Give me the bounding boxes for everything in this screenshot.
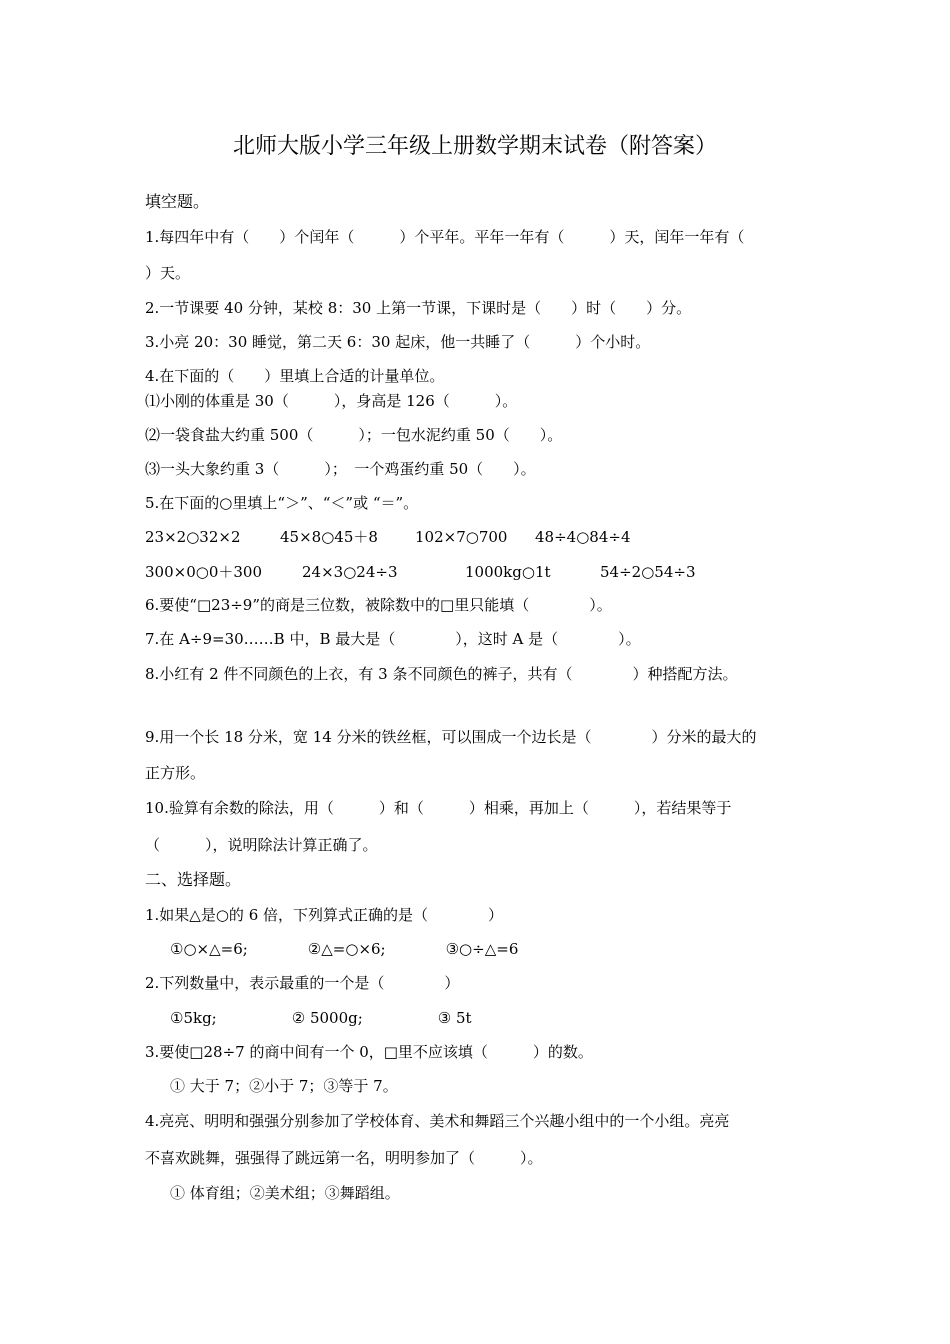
question-5: 5.在下面的○里填上“＞”、“＜”或 “＝”。 xyxy=(145,494,419,512)
choice-question-2: 2.下列数量中，表示最重的一个是（ ） xyxy=(145,974,460,992)
question-10-line-2: （ ），说明除法计算正确了。 xyxy=(145,836,378,854)
comparison-item: 23×2○32×2 xyxy=(145,528,241,546)
page-title: 北师大版小学三年级上册数学期末试卷（附答案） xyxy=(232,134,717,159)
choice-question-3-options: ① 大于 7；②小于 7；③等于 7。 xyxy=(170,1077,398,1095)
choice-question-4-options: ① 体育组；②美术组；③舞蹈组。 xyxy=(170,1184,400,1202)
question-4-part-2: ⑵一袋食盐大约重 500（ ）；一包水泥约重 50（ ）。 xyxy=(145,426,563,444)
question-1-line-1: 1.每四年中有（ ）个闰年（ ）个平年。平年一年有（ ）天，闰年一年有（ xyxy=(145,228,745,246)
comparison-item: 24×3○24÷3 xyxy=(302,563,398,581)
comparison-item: 48÷4○84÷4 xyxy=(535,528,631,546)
choice-question-4-line-1: 4.亮亮、明明和强强分别参加了学校体育、美术和舞蹈三个兴趣小组中的一个小组。亮亮 xyxy=(145,1112,730,1130)
question-9-line-1: 9.用一个长 18 分米，宽 14 分米的铁丝框，可以围成一个边长是（ ）分米的最大的 xyxy=(145,728,757,746)
question-7: 7.在 A÷9=30……B 中，B 最大是（ ），这时 A 是（ ）。 xyxy=(145,630,641,648)
comparison-item: 300×0○0＋300 xyxy=(145,563,263,581)
question-5-row-2 xyxy=(145,562,845,582)
choice-question-4-line-2: 不喜欢跳舞，强强得了跳远第一名，明明参加了（ ）。 xyxy=(145,1149,543,1167)
comparison-item: 1000kg○1t xyxy=(465,563,551,581)
choice-question-1: 1.如果△是○的 6 倍，下列算式正确的是（ ） xyxy=(145,906,504,924)
section-heading-choice: 二、选择题。 xyxy=(145,870,242,889)
question-9-line-2: 正方形。 xyxy=(145,764,206,782)
question-8: 8.小红有 2 件不同颜色的上衣，有 3 条不同颜色的裤子，共有（ ）种搭配方法。 xyxy=(145,665,738,683)
section-heading-fill-blank: 填空题。 xyxy=(145,192,210,211)
question-4-part-1: ⑴小刚的体重是 30（ ），身高是 126（ ）。 xyxy=(145,392,518,410)
question-10-line-1: 10.验算有余数的除法，用（ ）和（ ）相乘，再加上（ ），若结果等于 xyxy=(145,799,732,817)
question-3: 3.小亮 20：30 睡觉，第二天 6：30 起床，他一共睡了（ ）个小时。 xyxy=(145,333,651,351)
choice-question-1-options: ①○×△=6; ②△=○×6; ③○÷△=6 xyxy=(170,940,519,958)
comparison-item: 45×8○45＋8 xyxy=(280,528,378,546)
question-5-row-1 xyxy=(145,527,845,547)
question-1-line-2: ）天。 xyxy=(145,264,191,282)
question-4-part-3: ⑶一头大象约重 3（ ）； 一个鸡蛋约重 50（ ）。 xyxy=(145,460,536,478)
choice-question-2-options: ①5kg; ② 5000g; ③ 5t xyxy=(170,1009,472,1027)
question-4: 4.在下面的（ ）里填上合适的计量单位。 xyxy=(145,367,445,385)
choice-question-3: 3.要使□28÷7 的商中间有一个 0，□里不应该填（ ）的数。 xyxy=(145,1043,593,1061)
question-6: 6.要使“□23÷9”的商是三位数，被除数中的□里只能填（ ）。 xyxy=(145,596,612,614)
question-2: 2.一节课要 40 分钟，某校 8：30 上第一节课，下课时是（ ）时（ ）分。 xyxy=(145,299,692,317)
comparison-item: 54÷2○54÷3 xyxy=(600,563,696,581)
comparison-item: 102×7○700 xyxy=(415,528,508,546)
